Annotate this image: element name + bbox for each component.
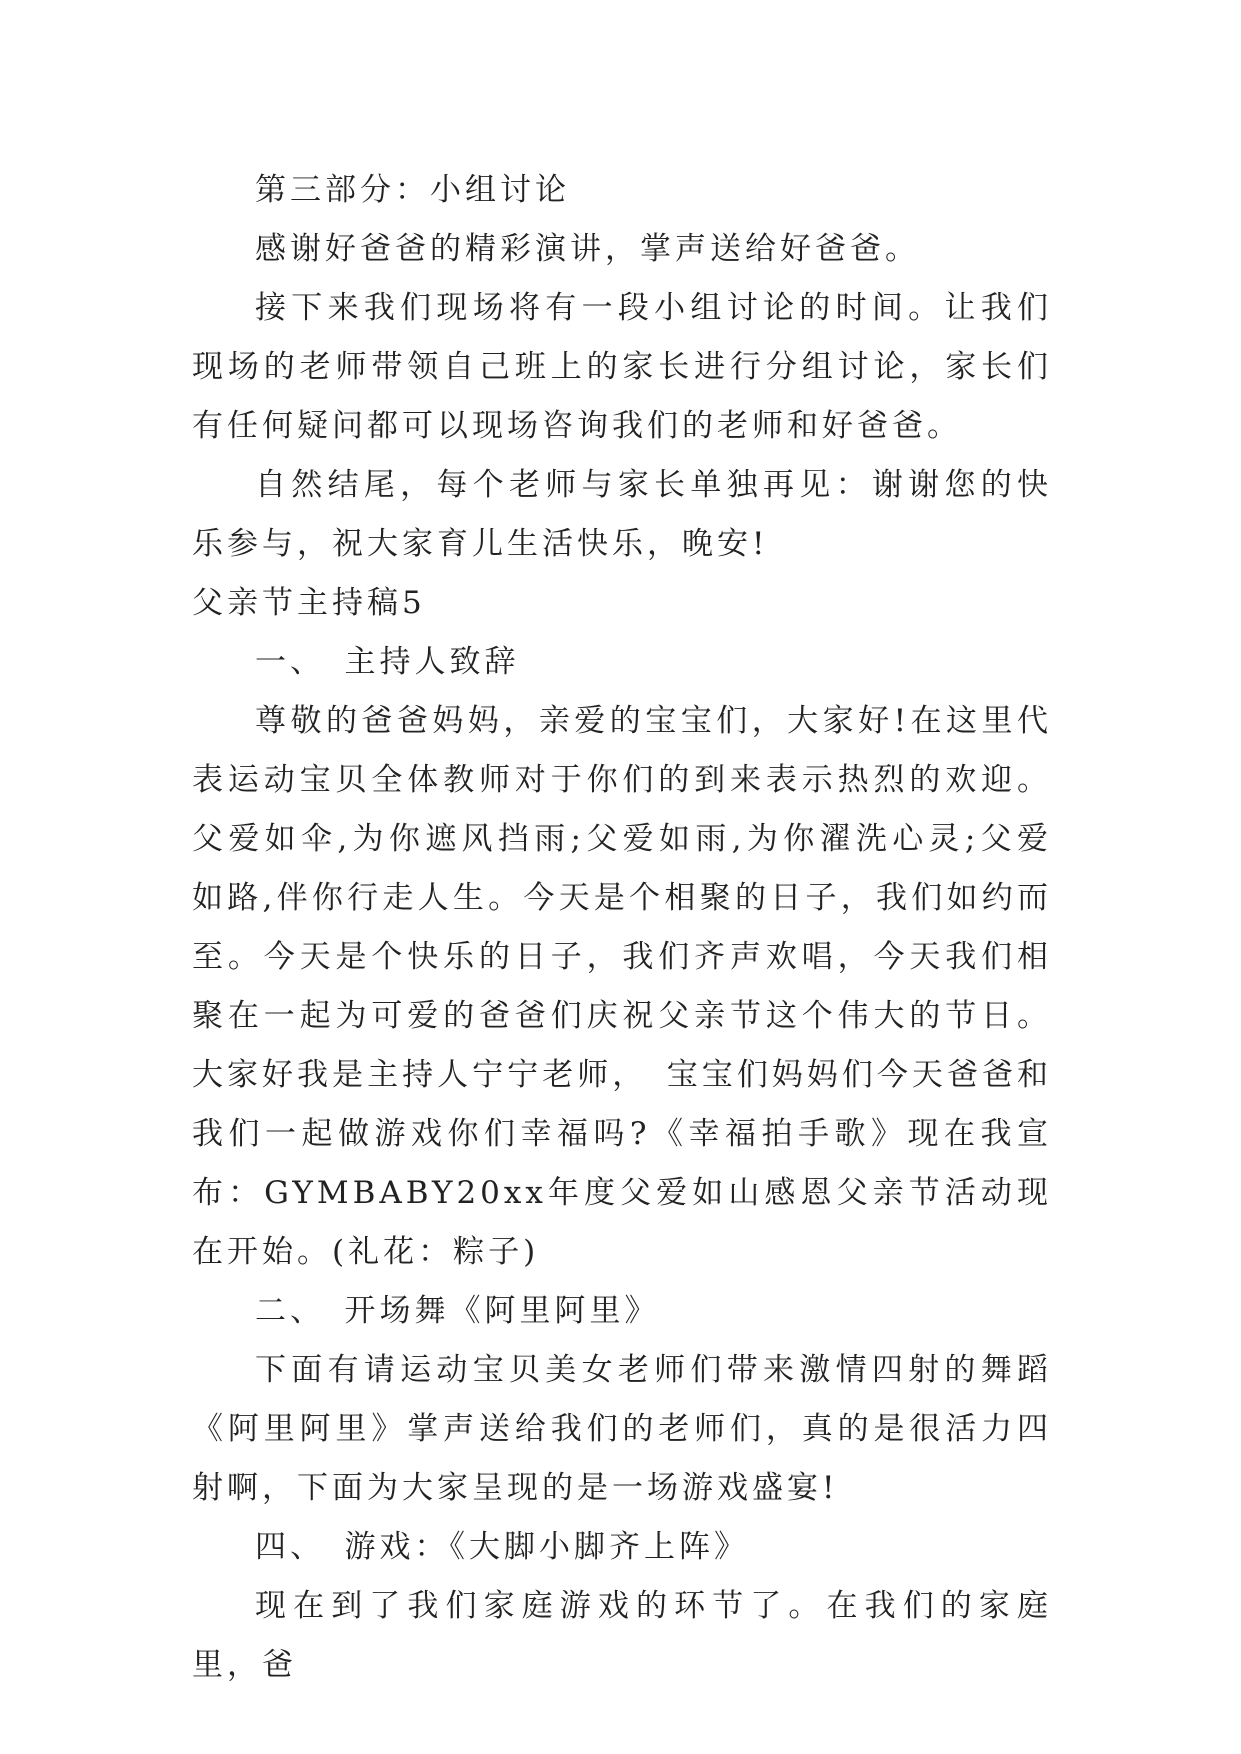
paragraph-group-discussion: 接下来我们现场将有一段小组讨论的时间。让我们现场的老师带领自己班上的家长进行分组讨论，家长们有任何疑问都可以现场咨询我们的老师和好爸爸。 — [192, 290, 1052, 444]
paragraph-host-welcome: 尊敬的爸爸妈妈，亲爱的宝宝们，大家好!在这里代表运动宝贝全体教师对于你们的到来表示热烈的欢迎。父爱如伞,为你遮风挡雨;父爱如雨,为你濯洗心灵;父爱如路,伴你行走人生。今天是个相聚的日子，我们如约而至。今天是个快乐的日子，我们齐声欢唱，今天我们相聚在一起为可爱的爸爸们庆祝父亲节这个伟大的节日。大家好我是主持人宁宁老师， 宝宝们妈妈们今天爸爸和我们一起做游戏你们幸福吗?《幸福拍手歌》现在我宣布：GYMBABY20xx年度父爱如山感恩父亲节活动现在开始。(礼花：粽子) — [192, 703, 1052, 1270]
section-heading-host-speech: 一、 主持人致辞 — [255, 644, 520, 680]
section-heading-game: 四、 游戏：《大脚小脚齐上阵》 — [255, 1529, 749, 1565]
document-body — [192, 161, 1052, 1695]
paragraph-thanks: 感谢好爸爸的精彩演讲，掌声送给好爸爸。 — [255, 231, 920, 267]
section-heading-opening-dance: 二、 开场舞《阿里阿里》 — [255, 1293, 660, 1329]
paragraph-family-game: 现在到了我们家庭游戏的环节了。在我们的家庭里，爸 — [192, 1588, 1052, 1683]
paragraph-dance-intro: 下面有请运动宝贝美女老师们带来激情四射的舞蹈《阿里阿里》掌声送给我们的老师们，真的是很活力四射啊，下面为大家呈现的是一场游戏盛宴! — [192, 1352, 1052, 1506]
section-heading-part-three: 第三部分：小组讨论 — [255, 172, 570, 208]
document-title-script-5: 父亲节主持稿5 — [192, 585, 426, 621]
paragraph-closing: 自然结尾，每个老师与家长单独再见：谢谢您的快乐参与，祝大家育儿生活快乐，晚安! — [192, 467, 1052, 562]
